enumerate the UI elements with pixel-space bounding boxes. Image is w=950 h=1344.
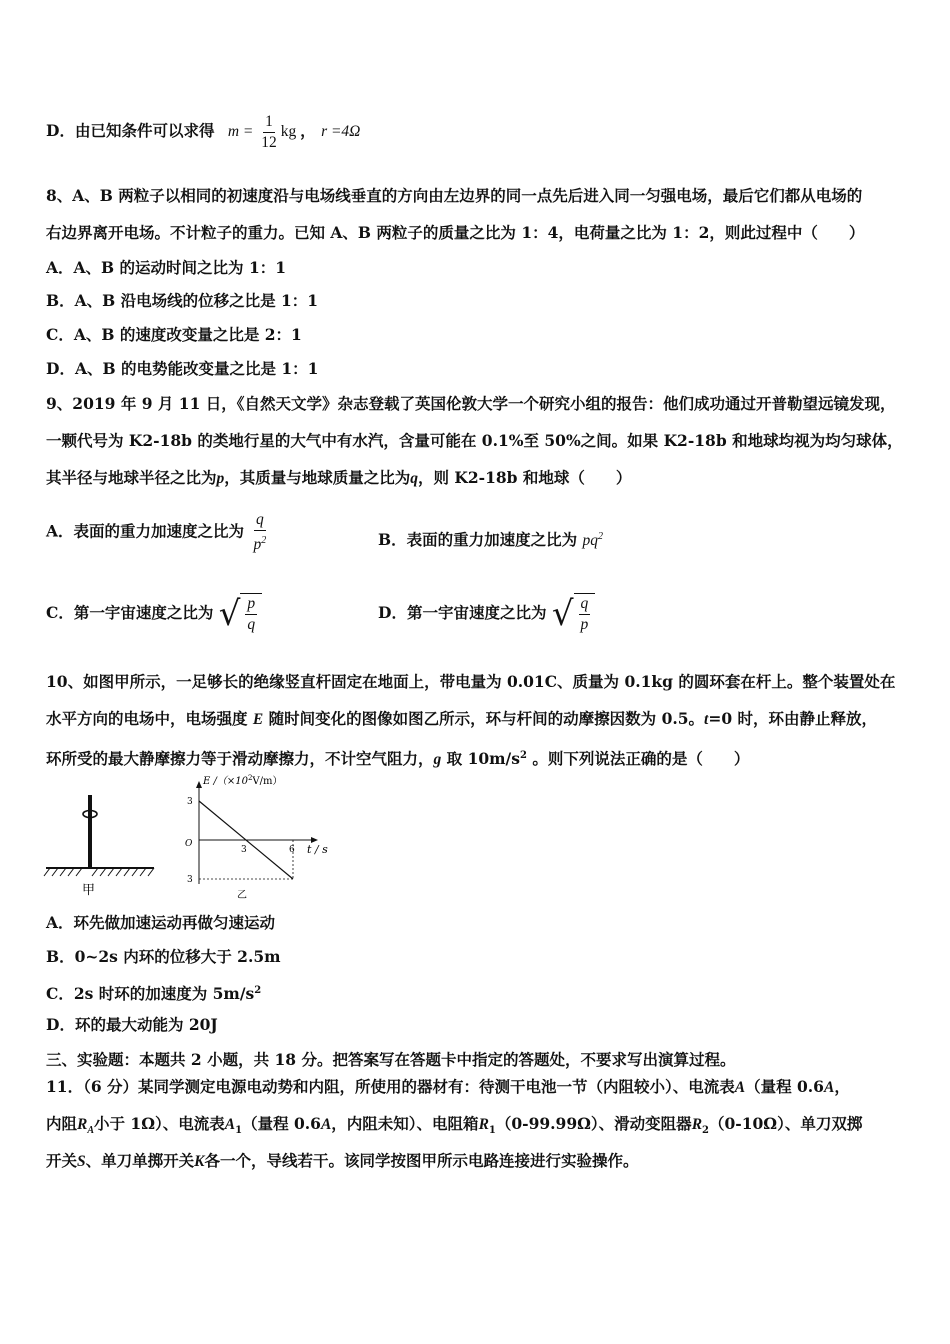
q8-stem-line1: 8、A、B 两粒子以相同的初速度沿与电场线垂直的方向由左边界的同一点先后进入同一匀强电场，最后它们都从电场的 [46, 186, 863, 205]
y-axis-arrow [196, 781, 202, 788]
q10-option-c: C．2s 时环的加速度为 $5m/s^2$ [46, 984, 262, 1004]
q8-option-c: C．A、B 的速度改变量之比是 2：1 [46, 325, 302, 344]
q11-line3: 开关S、单刀单掷开关K各一个，导线若干。该同学按图甲所示电路连接进行实验操作。 [46, 1151, 639, 1170]
q8-option-a: A．A、B 的运动时间之比为 1：1 [46, 258, 287, 277]
q9-option-a: A．表面的重力加速度之比为 $\frac{q}{p^2}$ [46, 511, 267, 554]
section3-header: 三、实验题：本题共 2 小题，共 18 分。把答案写在答题卡中指定的答题处，不要求写出演算过程。 [46, 1050, 736, 1069]
q10-option-d: D．环的最大动能为 20J [46, 1015, 218, 1034]
origin-label: O [185, 839, 193, 849]
q8-option-b: B．A、B 沿电场线的位移之比是 1：1 [46, 291, 319, 310]
q10-stem-line3: 环所受的最大静摩擦力等于滑动摩擦力，不计空气阻力，g 取 $10m/s^2$ 。则下列说法正确的是（ ） [46, 749, 750, 769]
q11-line2: 内阻$R_A$小于 1Ω）、电流表$A_1$（量程 0.6A，内阻未知）、电阻箱$R_1(0-99.99\Omega)$、滑动变阻器$R_2(0-10\Omega)$、单刀双掷 [46, 1114, 863, 1137]
figure-yi-label: 乙 [237, 890, 247, 901]
figure-jia [42, 790, 162, 900]
q10-stem-line2: 水平方向的电场中，电场强度 E 随时间变化的图像如图乙所示，环与杆间的动摩擦因数为 0.5。t=0 时，环由静止释放， [46, 709, 878, 728]
x-tick-mid: 3 [241, 845, 247, 855]
q8-stem-line2: 右边界离开电场。不计粒子的重力。已知 A、B 两粒子的质量之比为 1：4，电荷量之比为 1：2，则此过程中（ ） [46, 223, 865, 242]
q9-stem-line3: 其半径与地球半径之比为p，其质量与地球质量之比为q，则 K2-18b 和地球（ ） [46, 468, 632, 487]
q9-option-c-sqrt: √ $\frac{p}{q}$ [219, 593, 262, 635]
figure-yi-chart [175, 772, 345, 902]
q9-option-b: B．表面的重力加速度之比为 $pq^2$ [378, 530, 604, 550]
x-axis-label: t / s [307, 843, 328, 856]
q9-stem-line2: 一颗代号为 K2-18b 的类地行星的大气中有水汽，含量可能在 0.1%至 50%之间。如果 K2-18b 和地球均视为均匀球体， [46, 431, 903, 450]
q10-option-b: B．0~2s 内环的位移大于 2.5m [46, 947, 281, 966]
q10-option-a: A．环先做加速运动再做匀速运动 [46, 913, 276, 932]
q9-option-d: D．第一宇宙速度之比为 √ $\frac{q}{p}$ [378, 593, 595, 635]
q10-stem-line1: 10、如图甲所示，一足够长的绝缘竖直杆固定在地面上，带电量为 0.01C、质量为 0.1kg 的圆环套在杆上。整个装置处在 [46, 672, 896, 691]
q11-line1: 11．（6 分）某同学测定电源电动势和内阻，所使用的器材有：待测干电池一节（内阻较小）、电流表A（量程 0.6A， [46, 1077, 850, 1096]
resistance-expression: r =4Ω [321, 123, 361, 141]
q9-stem-line1: 9、2019 年 9 月 11 日，《自然天文学》杂志登载了英国伦敦大学一个研究小组的报告：他们成功通过开普勒望远镜发现， [46, 394, 896, 413]
q8-option-d: D．A、B 的电势能改变量之比是 1：1 [46, 359, 319, 378]
y-axis-label: E $/(\times 10^2V/m)$ [203, 774, 283, 787]
q7-option-d-text: D．由已知条件可以求得 [46, 121, 215, 141]
y-tick-bottom: 3 [187, 875, 193, 885]
mass-expression: m = $\frac{1}{12}$ kg [227, 113, 297, 151]
q9-option-d-sqrt: √ $\frac{q}{p}$ [552, 593, 595, 635]
figure-jia-label: 甲 [82, 883, 96, 898]
q7-option-d: D．由已知条件可以求得 m = $\frac{1}{12}$ kg ， r =4Ω [46, 113, 361, 151]
q9-option-a-fraction: $\frac{q}{p^2}$ [253, 511, 267, 554]
ground-hatching [44, 868, 154, 876]
y-tick-top: 3 [187, 797, 193, 807]
q9-option-c: C．第一宇宙速度之比为 √ $\frac{p}{q}$ [46, 593, 262, 635]
x-tick-end: 6 [289, 845, 295, 855]
